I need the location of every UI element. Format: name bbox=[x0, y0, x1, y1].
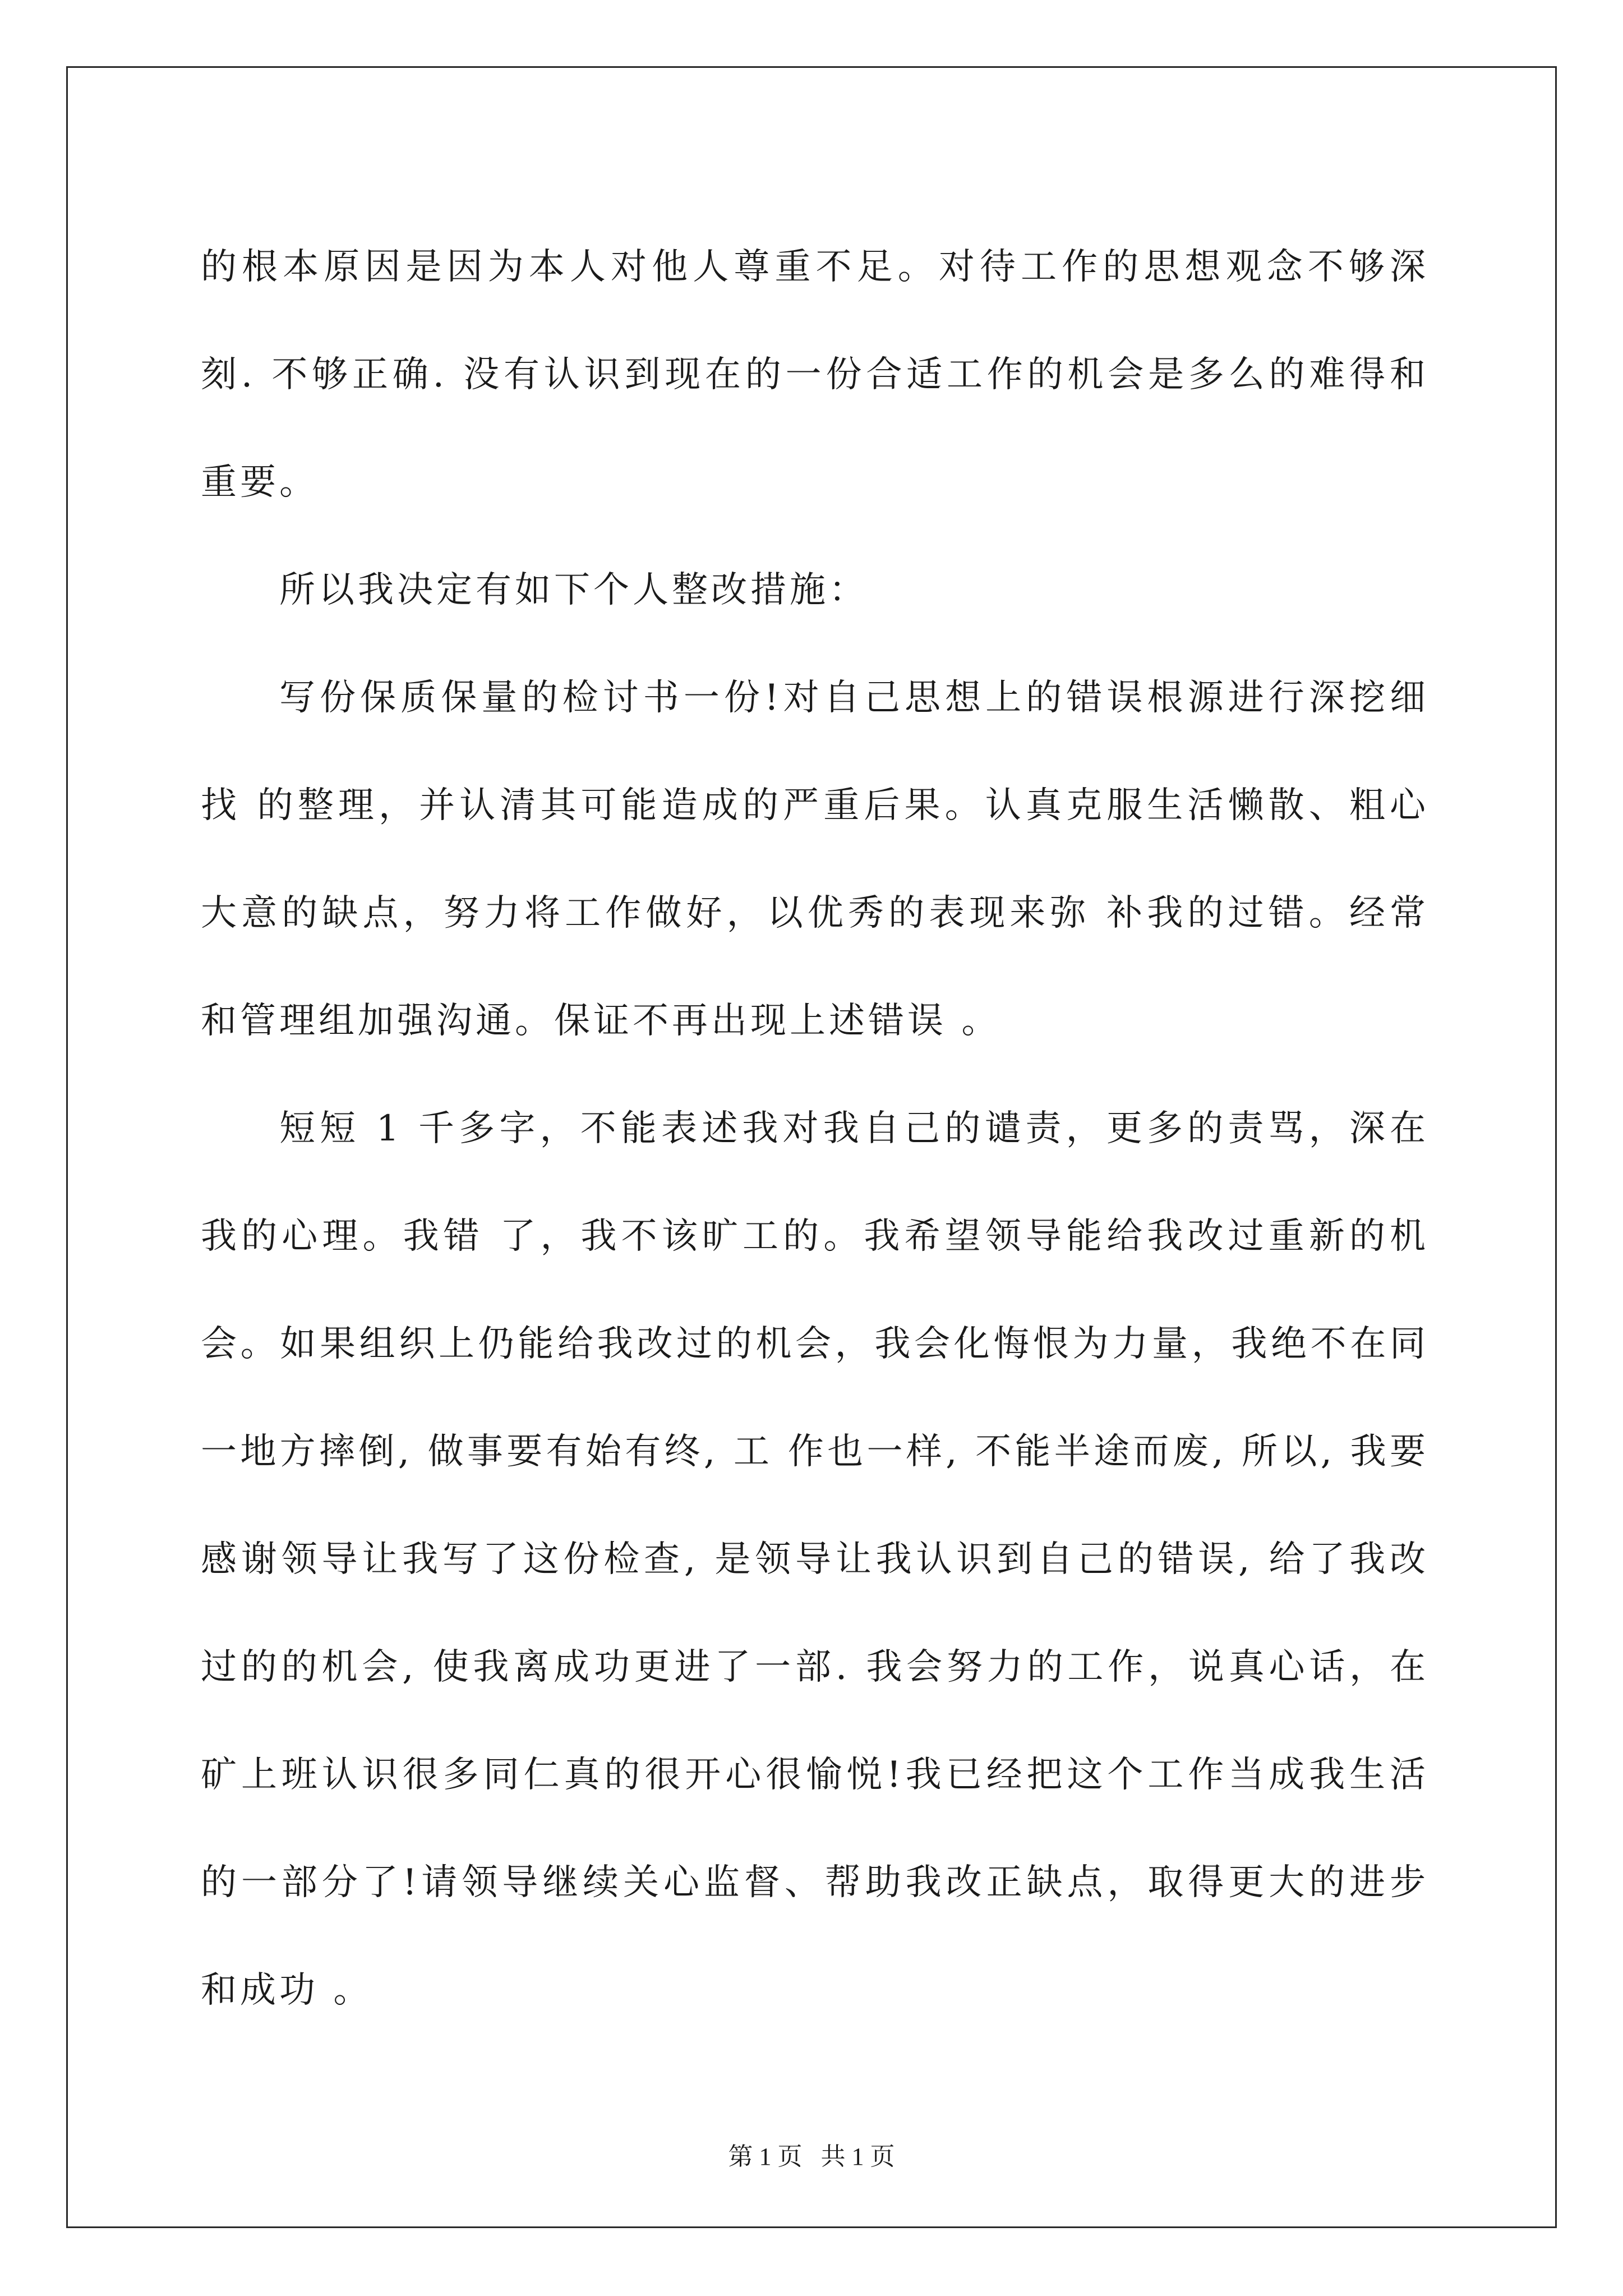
document-body bbox=[201, 213, 1429, 2044]
paragraph-measures-detail: 写份保质保量的检讨书一份!对自己思想上的错误根源进行深挖细找 的整理，并认清其可能造成的严重后果。认真克服生活懒散、粗心大意的缺点，努力将工作做好，以优秀的表现来弥 补我的过错。经常和管理组加强沟通。保证不再出现上述错误 。 bbox=[201, 677, 1429, 1042]
paragraph-measures-intro: 所以我决定有如下个人整改措施： bbox=[279, 569, 868, 611]
page-footer: 第 1 页 共 1 页 bbox=[728, 2143, 895, 2170]
paragraph-closing: 短短 1 千多字，不能表述我对我自己的谴责，更多的责骂，深在我的心理。我错 了，我不该旷工的。我希望领导能给我改过重新的机会。如果组织上仍能给我改过的机会，我会化悔恨为力量，我绝不在同一地方摔倒, 做事要有始有终, 工 作也一样, 不能半途而废, 所以, 我要感谢领导让我写了这份检查, 是领导让我认识到自己的错误, 给了我改过的的机会, 使我离成功更进了一部. 我会努力的工作，说真心话，在矿上班认识很多同仁真的很开心很愉悦!我已经把这个工作当成我生活的一部分了!请领导继续关心监督、帮助我改正缺点，取得更大的进步和成功 。 bbox=[201, 1108, 1429, 2011]
paragraph-conclusion-cause: 的根本原因是因为本人对他人尊重不足。对待工作的思想观念不够深刻. 不够正确. 没有认识到现在的一份合适工作的机会是多么的难得和重要。 bbox=[201, 246, 1429, 503]
